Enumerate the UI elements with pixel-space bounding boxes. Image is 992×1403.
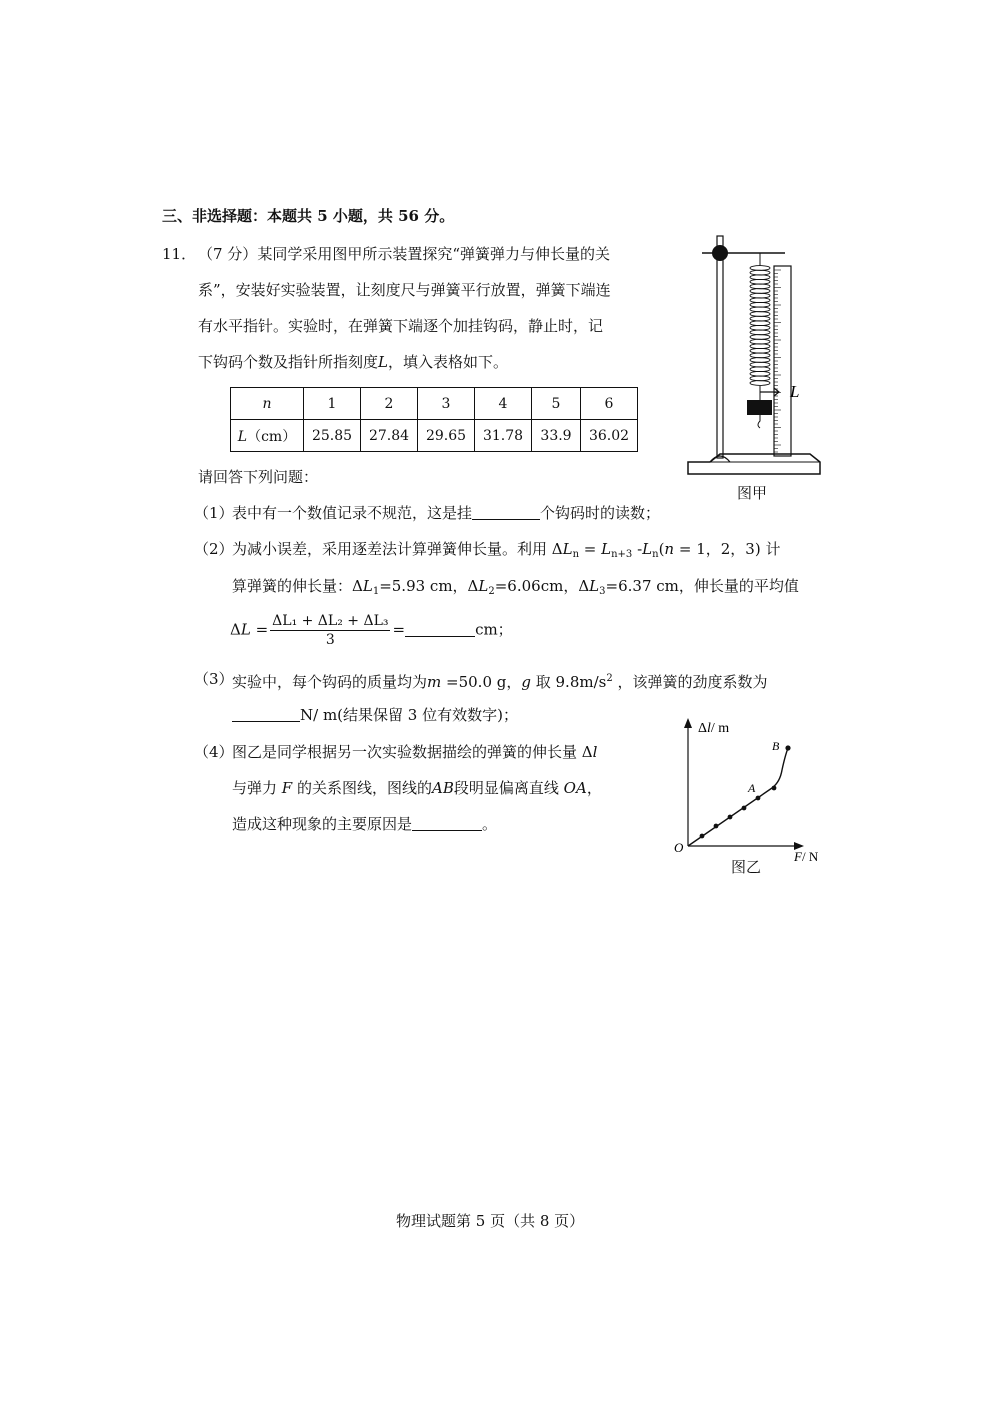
spring-coil	[750, 348, 770, 353]
spring-coil	[750, 293, 770, 298]
subq2-line2: 算弹簧的伸长量：$\Delta L_1=5.93$ cm，$\Delta L_2=6.06cm$，$\Delta L_3=6.37$ cm，伸长量的平均值	[232, 577, 799, 597]
answer-blank-1[interactable]	[472, 505, 540, 520]
answer-blank-2[interactable]	[405, 622, 475, 637]
point-A-label: A	[748, 781, 756, 795]
subq2-formula: ΔL = $\frac{\text{ΔL₁ + ΔL₂ + ΔL₃}}{3}$ = cm；	[230, 613, 513, 648]
origin-label: O	[674, 840, 684, 855]
data-point	[700, 834, 705, 839]
subq3-line2: N/ m(结果保留 3 位有效数字)；	[232, 704, 518, 726]
data-point	[772, 786, 777, 791]
spring-coil	[750, 376, 770, 381]
spring-coil	[750, 312, 770, 317]
extension-force-graph	[668, 712, 838, 862]
subq1-text: 表中有一个数值记录不规范，这是挂 个钩码时的读数；	[232, 504, 661, 522]
spring-apparatus-figure	[680, 228, 830, 478]
spring-coil	[750, 307, 770, 312]
spring-coil	[750, 270, 770, 275]
spring-coil	[750, 381, 770, 386]
average-fraction: $\frac{\text{ΔL₁ + ΔL₂ + ΔL₃}}{3}$	[272, 613, 389, 648]
data-points	[700, 745, 791, 838]
question-intro-line1: （7 分）某同学采用图甲所示装置探究“弹簧弹力与伸长量的关	[198, 245, 610, 263]
subq2-number: （2）	[194, 540, 234, 558]
question-number: 11．	[162, 245, 197, 263]
answer-blank-4[interactable]	[412, 816, 482, 831]
spring-coil	[750, 353, 770, 358]
data-point	[756, 796, 761, 801]
data-point-B	[785, 745, 790, 750]
answer-prompt: 请回答下列问题：	[198, 468, 319, 486]
table-cell: 31.78	[475, 420, 532, 452]
question-intro-line2: 系”，安装好实验装置，让刻度尺与弹簧平行放置，弹簧下端连	[198, 281, 611, 299]
table-cell: 4	[475, 388, 532, 420]
x-axis-label: F/ N	[794, 849, 819, 862]
table-header-n: n	[231, 388, 304, 420]
table-row-n	[231, 388, 638, 420]
data-point	[742, 806, 747, 811]
spring-coil	[750, 371, 770, 376]
subq4-line1: 图乙是同学根据另一次实验数据描绘的弹簧的伸长量 Δl	[232, 743, 598, 761]
spring-coil	[750, 367, 770, 372]
table-cell: 33.9	[532, 420, 581, 452]
page-footer: 物理试题第 5 页（共 8 页）	[396, 1212, 585, 1230]
spring-coil	[750, 358, 770, 363]
table-cell: 36.02	[581, 420, 638, 452]
subq4-number: （4）	[194, 743, 234, 761]
table-cell: 6	[581, 388, 638, 420]
question-points: （7 分）	[198, 245, 258, 263]
table-cell: 29.65	[418, 420, 475, 452]
spring-coil	[750, 284, 770, 289]
spring-coil	[750, 279, 770, 284]
table-cell: 25.85	[304, 420, 361, 452]
figure-yi-caption: 图乙	[731, 858, 762, 876]
spring-coil	[750, 339, 770, 344]
spring-coil	[750, 362, 770, 367]
spring-coil	[750, 289, 770, 294]
table-cell: 5	[532, 388, 581, 420]
section-header: 三、非选择题：本题共 5 小题，共 56 分。	[162, 207, 455, 225]
spring-coil	[750, 298, 770, 303]
subq4-line3: 造成这种现象的主要原因是 。	[232, 815, 498, 833]
figure-jia-caption: 图甲	[737, 484, 768, 502]
label-L: L	[790, 382, 800, 401]
subq3-line1: 实验中，每个钩码的质量均为m =50.0 g，g 取 $9.8m/s^2$ ，该弹簧的劲度系数为	[232, 673, 768, 691]
spring-coil	[750, 266, 770, 271]
answer-blank-3[interactable]	[232, 707, 300, 722]
spring-coil	[750, 321, 770, 326]
spring-coil	[750, 302, 770, 307]
table-cell: 27.84	[361, 420, 418, 452]
table-cell: 1	[304, 388, 361, 420]
data-point	[714, 824, 719, 829]
subq4-line2: 与弹力 F 的关系图线，图线的AB段明显偏离直线 OA，	[232, 779, 602, 797]
spring-coil	[750, 335, 770, 340]
table-cell: 3	[418, 388, 475, 420]
point-B-label: B	[772, 739, 780, 753]
data-table	[230, 387, 638, 452]
y-axis-label: Δl/ m	[698, 721, 730, 736]
spring-coil	[750, 275, 770, 280]
question-intro-line4: 下钩码个数及指针所指刻度L，填入表格如下。	[198, 353, 508, 371]
table-cell: 2	[361, 388, 418, 420]
spring-coil	[750, 316, 770, 321]
subq1-number: （1）	[194, 504, 234, 522]
table-header-L: L（cm）	[231, 420, 304, 452]
spring-coil	[750, 325, 770, 330]
spring-coil	[750, 344, 770, 349]
table-row-L	[231, 420, 638, 452]
data-point	[728, 815, 733, 820]
question-intro-line3: 有水平指针。实验时，在弹簧下端逐个加挂钩码，静止时，记	[198, 317, 604, 335]
subq3-number: （3）	[194, 670, 234, 688]
spring-coil	[750, 330, 770, 335]
subq2-line1: 为减小误差，采用逐差法计算弹簧伸长量。利用 $\Delta L_n = L_{n+3}$ $-L_n(n = 1$，2，3) 计	[232, 540, 781, 560]
